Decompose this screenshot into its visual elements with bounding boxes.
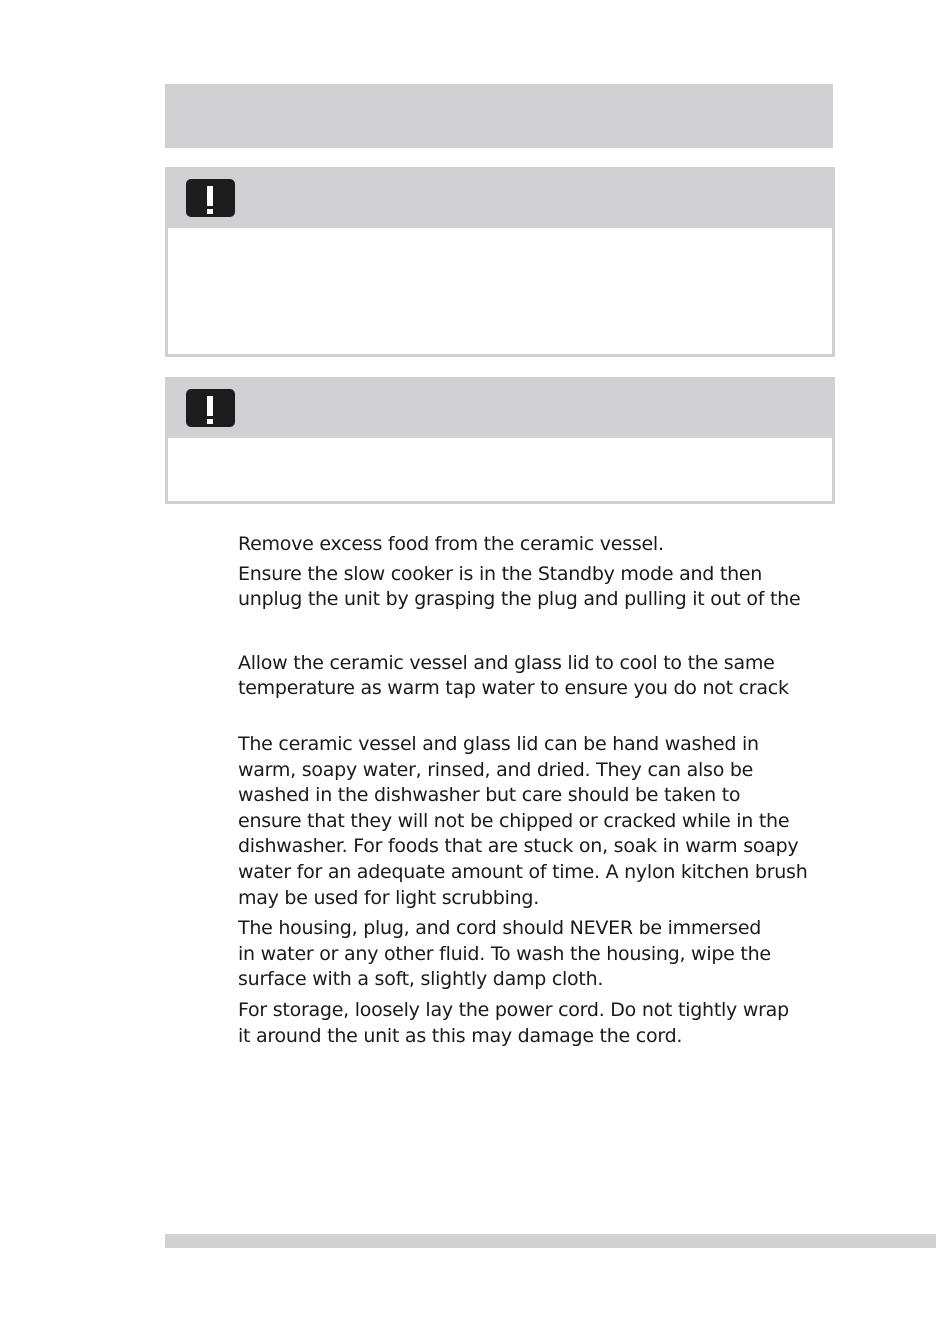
- warning-box: [165, 377, 835, 504]
- step-item: The housing, plug, and cord should NEVER be immersed in water or any other fluid. To wash the housing, wipe the surface with a soft, slightly damp cloth.: [238, 917, 771, 991]
- step-item: Remove excess food from the ceramic vessel.: [238, 533, 664, 555]
- step-item: For storage, loosely lay the power cord. Do not tightly wrap it around the unit as this may damage the cord.: [238, 998, 789, 1047]
- warning-box: [165, 167, 835, 357]
- step-item: The ceramic vessel and glass lid can be hand washed in warm, soapy water, rinsed, and dried. They can also be washed in the dishwasher but care should be taken to ensure that they will not be chipped or cracked while in the dishwasher. For foods that are stuck on, soak in warm soapy water for an adequate amount of time. A nylon kitchen brush may be used for light scrubbing.: [238, 732, 808, 909]
- warning-body: [168, 438, 832, 501]
- step-item: Allow the ceramic vessel and glass lid to cool to the same temperature as warm tap water to ensure you do not crack: [238, 651, 789, 700]
- step-item: Ensure the slow cooker is in the Standby mode and then unplug the unit by grasping the plug and pulling it out of the: [238, 562, 801, 611]
- warning-header: [168, 377, 832, 438]
- exclamation-icon: [186, 389, 235, 427]
- warning-header: [168, 167, 832, 228]
- footer-band: [165, 1234, 936, 1248]
- exclamation-icon: [186, 179, 235, 217]
- header-band: [165, 84, 833, 148]
- cleaning-steps: [238, 532, 838, 1049]
- warning-body: [168, 228, 832, 354]
